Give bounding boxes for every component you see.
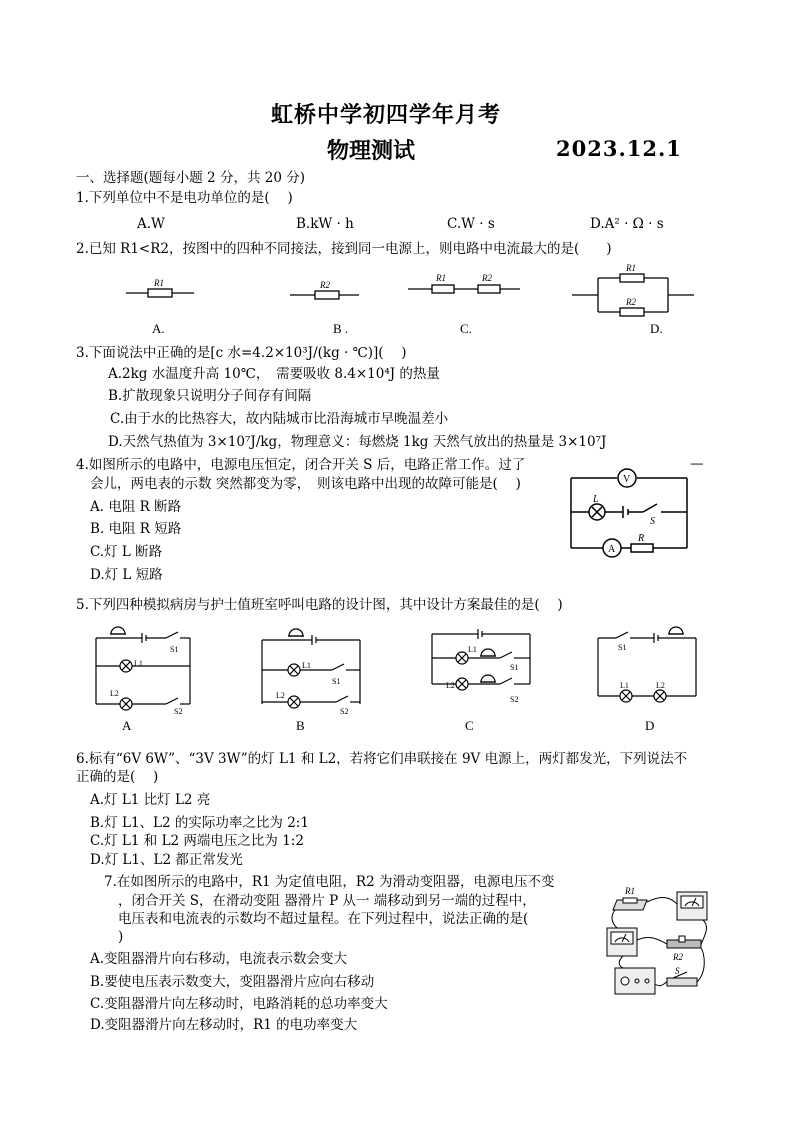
q5-label-c: C bbox=[465, 718, 474, 733]
q7-stem-line1: 7.在如图所示的电路中，R1 为定值电阻，R2 为滑动变阻器，电源电压不变 bbox=[104, 874, 555, 890]
q2-c-r2: R2 bbox=[482, 273, 492, 283]
q2-label-b: B . bbox=[333, 321, 349, 336]
q4-voltmeter-label: V bbox=[623, 474, 631, 485]
q2-label-c: C. bbox=[460, 321, 472, 336]
q1-option-d: D.A² · Ω · s bbox=[590, 216, 664, 232]
q5-d-s1: S1 bbox=[618, 643, 627, 652]
q5-c-l2: L2 bbox=[446, 681, 455, 690]
q5-label-b: B bbox=[296, 718, 305, 733]
q5-b-s2: S2 bbox=[340, 707, 349, 716]
q6-option-d: D.灯 L1、L2 都正常发光 bbox=[90, 852, 243, 868]
q4-option-c: C.灯 L 断路 bbox=[90, 544, 163, 560]
q5-a-s1: S1 bbox=[170, 645, 179, 654]
q4-switch-label: S bbox=[650, 516, 655, 527]
q7-option-d: D.变阻器滑片向左移动时，R1 的电功率变大 bbox=[90, 1017, 358, 1033]
q5-d-l1: L1 bbox=[620, 681, 629, 690]
q7-option-c: C.变阻器滑片向左移动时，电路消耗的总功率变大 bbox=[90, 996, 388, 1012]
q5-stem: 5.下列四种模拟病房与护士值班室呼叫电路的设计图，其中设计方案最佳的是( ) bbox=[76, 597, 563, 613]
q3-option-c: C.由于水的比热容大，故内陆城市比沿海城市早晚温差小 bbox=[110, 411, 449, 427]
q4-stem-line2: 会儿，两电表的示数 突然都变为零， 则该电路中出现的故障可能是( ) bbox=[90, 476, 521, 492]
q5-a-l1: L1 bbox=[134, 659, 143, 668]
q2-stem: 2.已知 R1<R2，按图中的四种不同接法，接到同一电源上，则电路中电流最大的是( ) bbox=[76, 241, 612, 257]
q5-circuits bbox=[0, 622, 794, 722]
q6-stem-line2: 正确的是( ) bbox=[76, 769, 159, 785]
q7-stem-line2: ，闭合开关 S，在滑动变阻 器滑片 P 从一 端移动到另一端的过程中， bbox=[118, 893, 536, 909]
q5-c-l1: L1 bbox=[468, 645, 477, 654]
q2-b-r2: R2 bbox=[320, 280, 330, 290]
q5-c-s2: S2 bbox=[510, 695, 519, 704]
q5-b-l2: L2 bbox=[276, 691, 285, 700]
q7-stem-line4: ) bbox=[118, 929, 124, 945]
q2-figures bbox=[0, 258, 794, 348]
q3-option-a: A.2kg 水温度升高 10℃， 需要吸收 8.4×10⁴J 的热量 bbox=[108, 366, 440, 382]
q1-option-c: C.W · s bbox=[447, 216, 495, 232]
q7-apparatus bbox=[603, 884, 713, 1004]
q4-option-a: A. 电阻 R 断路 bbox=[90, 499, 182, 515]
q2-d-r2: R2 bbox=[626, 297, 636, 307]
q4-dash: — bbox=[690, 456, 704, 472]
q3-option-d: D.天然气热值为 3×10⁷J/kg，物理意义：每燃烧 1kg 天然气放出的热量是 3×10⁷J bbox=[108, 434, 607, 450]
q4-option-b: B. 电阻 R 短路 bbox=[90, 521, 182, 537]
q4-circuit bbox=[565, 464, 695, 564]
q4-ammeter-label: A bbox=[608, 544, 616, 555]
q3-stem: 3.下面说法中正确的是[c 水=4.2×10³J/(kg · ℃)]( ) bbox=[76, 345, 407, 361]
exam-date: 2023.12.1 bbox=[556, 136, 682, 161]
q6-option-a: A.灯 L1 比灯 L2 亮 bbox=[90, 792, 211, 808]
q7-s-label: S bbox=[675, 966, 680, 976]
q4-resistor-label: R bbox=[638, 533, 645, 544]
school-title: 虹桥中学初四学年月考 bbox=[271, 102, 502, 128]
q5-label-d: D bbox=[645, 718, 655, 733]
q5-label-a: A bbox=[122, 718, 132, 733]
q2-c-r1: R1 bbox=[436, 273, 446, 283]
q4-lamp-label: L bbox=[593, 494, 599, 505]
q7-option-a: A.变阻器滑片向右移动，电流表示数会变大 bbox=[90, 951, 348, 967]
q2-a-r1: R1 bbox=[154, 278, 164, 288]
q6-option-c: C.灯 L1 和 L2 两端电压之比为 1:2 bbox=[90, 833, 304, 849]
q5-a-s2: S2 bbox=[174, 707, 183, 716]
q4-option-d: D.灯 L 短路 bbox=[90, 567, 163, 583]
q5-c-s1: S1 bbox=[510, 663, 519, 672]
q6-option-b: B.灯 L1、L2 的实际功率之比为 2:1 bbox=[90, 815, 309, 831]
q1-option-b: B.kW · h bbox=[296, 216, 354, 232]
section-heading: 一、选择题(题每小题 2 分，共 20 分) bbox=[76, 170, 305, 186]
q7-r1-label: R1 bbox=[625, 886, 635, 896]
q3-option-b: B.扩散现象只说明分子间存有间隔 bbox=[108, 388, 312, 404]
q7-stem-line3: 电压表和电流表的示数均不超过量程。在下列过程中，说法正确的是( bbox=[118, 911, 529, 927]
q2-label-a: A. bbox=[152, 321, 165, 336]
q5-b-l1: L1 bbox=[302, 661, 311, 670]
subject-title: 物理测试 bbox=[327, 138, 416, 164]
q5-a-l2: L2 bbox=[110, 689, 119, 698]
q6-stem-line1: 6.标有“6V 6W”、“3V 3W”的灯 L1 和 L2，若将它们串联接在 9V 电源上，两灯都发光，下列说法不 bbox=[76, 751, 688, 767]
q1-stem: 1.下列单位中不是电功单位的是( ) bbox=[76, 190, 293, 206]
q5-b-s1: S1 bbox=[332, 677, 341, 686]
q4-stem-line1: 4.如图所示的电路中，电源电压恒定，闭合开关 S 后，电路正常工作。过了 bbox=[76, 457, 526, 473]
q2-label-d: D. bbox=[650, 321, 663, 336]
q7-r2-label: R2 bbox=[673, 952, 683, 962]
q2-d-r1: R1 bbox=[626, 263, 636, 273]
q7-option-b: B.要使电压表示数变大，变阻器滑片应向右移动 bbox=[90, 974, 375, 990]
q5-d-l2: L2 bbox=[656, 681, 665, 690]
q1-option-a: A.W bbox=[137, 216, 165, 232]
